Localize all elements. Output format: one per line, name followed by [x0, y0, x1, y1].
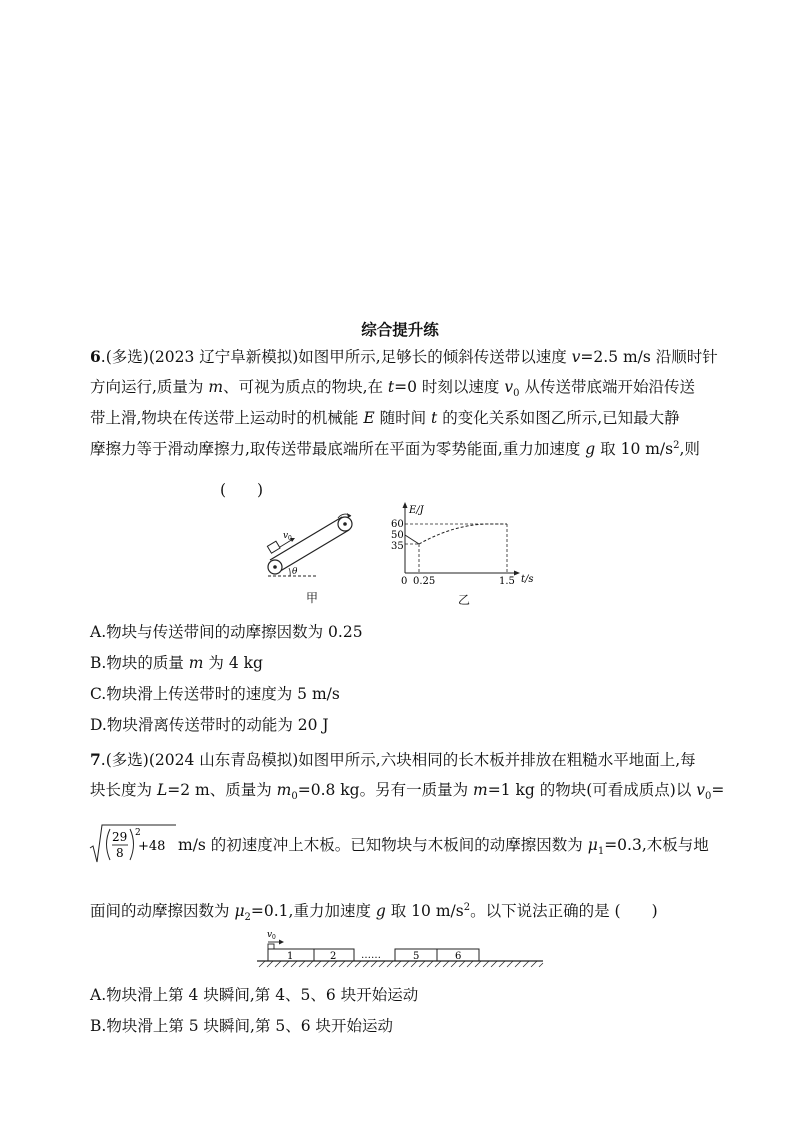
fraction-numerator: 29 [112, 830, 128, 844]
q7-var-g: g [375, 902, 386, 920]
q7-var-mu: μ [587, 836, 598, 854]
q7-option-a: A.物块滑上第 4 块瞬间,第 4、5、6 块开始运动 [90, 986, 419, 1004]
q6-var-E: E [363, 409, 375, 427]
q6-var-t: t [431, 409, 438, 427]
q7-line-4-wrap [90, 896, 715, 927]
q6-text: 随时间 [374, 409, 432, 427]
q7-text: 取 10 m/s [385, 902, 464, 920]
q6-text: 的变化关系如图乙所示,已知最大静 [437, 409, 680, 427]
top-pulley-axle [343, 522, 347, 526]
q6-line-4 [90, 434, 715, 465]
q6-text: 方向运行,质量为 [90, 378, 209, 396]
q7-text: .(多选)(2024 山东青岛模拟)如图甲所示,六块相同的长木板并排放在粗糙水平地面上,每 [100, 751, 696, 769]
q7-line-2 [90, 775, 725, 806]
plus-term: +48 [138, 839, 166, 854]
q6-line-3 [90, 403, 715, 434]
q6-var-t: t [387, 378, 395, 396]
q7-sub: 0 [291, 791, 298, 803]
theta-label: θ [292, 567, 298, 577]
question-6-stem [90, 341, 718, 465]
q6-option-b: B.物块的质量 m 为 4 kg [90, 654, 263, 672]
q7-text: 。以下说法正确的是 ( ) [470, 902, 658, 920]
q6-text: =2.5 m/s 沿顺时针 [580, 348, 718, 366]
figure-yi-graph [385, 500, 545, 590]
q6-text: 带上滑,物块在传送带上运动时的机械能 [90, 409, 364, 427]
fraction-denominator: 8 [116, 846, 124, 860]
section-title: 综合提升练 [361, 321, 439, 339]
board-2-label: 2 [330, 951, 337, 962]
q7-text: =0.8 kg。另有一质量为 [297, 781, 474, 799]
board-1-label: 1 [287, 951, 294, 962]
q7-text: =1 kg 的物块(可看成质点)以 [487, 781, 697, 799]
q7-text: =0.3,木板与地 [604, 836, 709, 854]
v0-label: v [267, 930, 273, 940]
q7-var-v0: v [696, 781, 706, 799]
belt-top [270, 517, 342, 560]
q7-text: = [711, 781, 725, 799]
y-axis-arrow-icon [403, 502, 408, 508]
bottom-pulley-axle [273, 565, 277, 569]
q6-var-m: m [208, 378, 224, 396]
q6-var-v: v [571, 348, 581, 366]
y-axis-label: E/J [409, 505, 424, 516]
figure-jia-conveyor [258, 510, 368, 582]
q7-text: 块长度为 [90, 781, 157, 799]
figure-yi-caption: 乙 [458, 593, 471, 607]
figure-boards [255, 926, 550, 970]
right-paren [130, 829, 134, 860]
q7-var-L: L [156, 781, 168, 799]
sqrt-expression [88, 822, 178, 866]
q6-var-v0: v [504, 378, 514, 396]
angle-arc [289, 568, 290, 576]
x-tick-1.5: 1.5 [499, 576, 515, 587]
curve-segment-1 [405, 535, 419, 544]
y-tick-35: 35 [391, 541, 404, 552]
figure-jia-caption: 甲 [306, 591, 319, 605]
x-axis-arrow-icon [514, 571, 520, 576]
q7-var-m: m [473, 781, 488, 799]
q7-line-3-wrap [178, 830, 715, 861]
q6-line-2 [90, 372, 715, 403]
q7-line-3 [178, 830, 715, 861]
q6-text: .(多选)(2023 辽宁阜新模拟)如图甲所示,足够长的倾斜传送带以速度 [100, 348, 572, 366]
x-axis-label: t/s [521, 574, 534, 585]
q6-text: 、可视为质点的物块,在 [223, 378, 388, 396]
q7-number: 7 [90, 750, 101, 769]
q6-option-c: C.物块滑上传送带时的速度为 5 m/s [90, 685, 340, 703]
q7-text: m/s 的初速度冲上木板。已知物块与木板间的动摩擦因数为 [178, 836, 588, 854]
v0-sub: 0 [272, 934, 276, 941]
q7-line-4 [90, 896, 715, 927]
x-tick-0: 0 [401, 576, 408, 587]
q7-sub: 2 [244, 912, 251, 924]
y-tick-60: 60 [391, 519, 404, 530]
q7-var-m0: m [276, 781, 292, 799]
v0-sub: 0 [288, 535, 292, 542]
board-6-label: 6 [455, 951, 462, 962]
q6-text: ,则 [679, 440, 700, 458]
q6-text: 从传送带底端开始沿传送 [519, 378, 695, 396]
q7-sub: 0 [705, 791, 712, 803]
q6-sup: 2 [673, 439, 680, 451]
q6-var-g: g [585, 440, 596, 458]
q6-answer-blank: ( ) [220, 481, 264, 499]
exponent: 2 [135, 828, 141, 838]
curve-segment-2 [419, 524, 507, 544]
q7-sub: 1 [597, 846, 605, 858]
board-5-label: 5 [413, 951, 420, 962]
q7-line-1 [90, 744, 715, 775]
q7-text: =2 m、质量为 [167, 781, 277, 799]
y-tick-50: 50 [391, 530, 404, 541]
x-tick-0.25: 0.25 [413, 576, 436, 587]
block [267, 541, 280, 553]
q7-option-b: B.物块滑上第 5 块瞬间,第 5、6 块开始运动 [90, 1017, 394, 1035]
q6-text: 摩擦力等于滑动摩擦力,取传送带最底端所在平面为零势能面,重力加速度 [90, 440, 586, 458]
q6-option-a: A.物块与传送带间的动摩擦因数为 0.25 [90, 623, 363, 641]
q6-sub: 0 [513, 388, 520, 400]
q6-option-d: D.物块滑离传送带时的动能为 20 J [90, 716, 329, 734]
v0-label: v [283, 531, 289, 541]
left-paren [107, 829, 111, 860]
q6-text: 取 10 m/s [595, 440, 674, 458]
q7-text: =0.1,重力加速度 [250, 902, 376, 920]
question-7-stem [90, 744, 725, 806]
ground-hatch [259, 961, 543, 967]
v0-arrowhead-icon [279, 940, 284, 945]
q6-number: 6 [90, 347, 101, 366]
q6-line-1 [90, 341, 718, 372]
small-block [268, 944, 274, 949]
q7-sup: 2 [463, 901, 471, 913]
q6-text: =0 时刻以速度 [394, 378, 505, 396]
ellipsis: …… [361, 950, 381, 961]
q7-text: 面间的动摩擦因数为 [90, 902, 235, 920]
q7-var-mu: μ [234, 902, 245, 920]
